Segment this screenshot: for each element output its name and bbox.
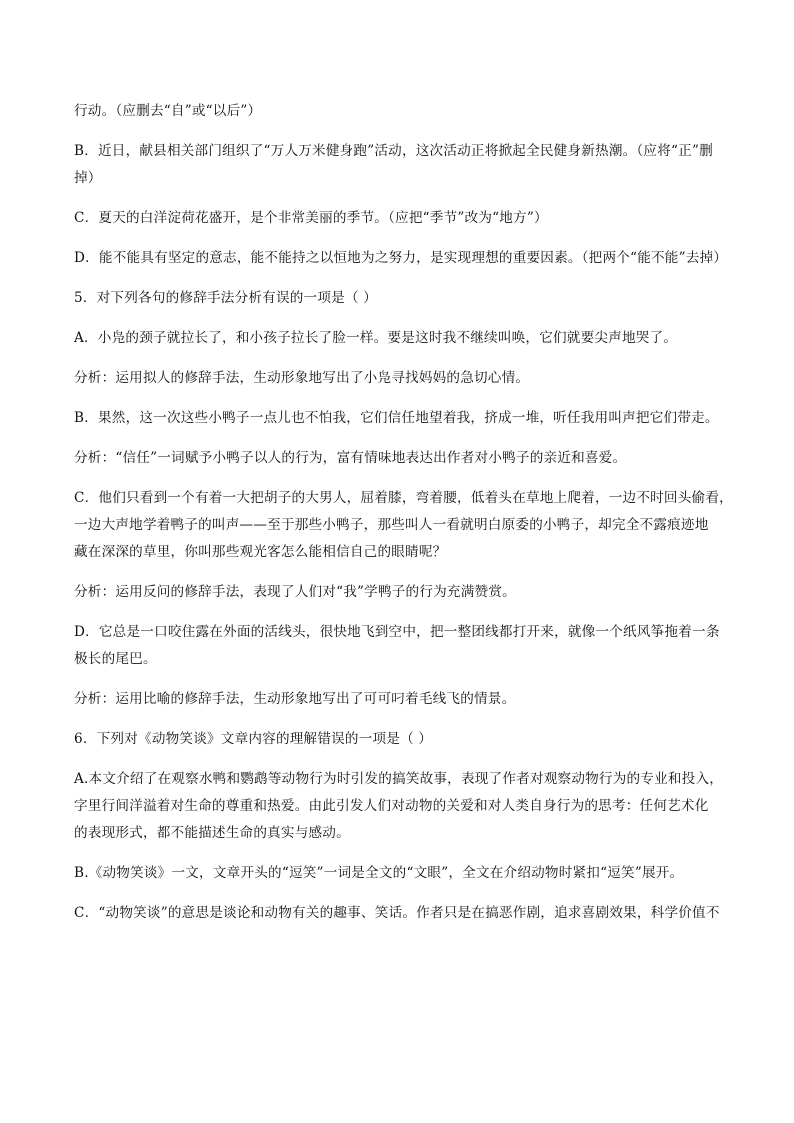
text-line: 藏在深深的草里，你叫那些观光客怎么能相信自己的眼睛呢？ <box>74 544 447 560</box>
question-5: 5．对下列各句的修辞手法分析有误的一项是（ ） <box>74 290 378 306</box>
q6-option-a: A.本文介绍了在观察水鸭和鹦鹉等动物行为时引发的搞笑故事，表现了作者对观察动物行为的专业和投入， <box>74 771 724 787</box>
text-line: 掉） <box>74 170 102 186</box>
text-line: 极长的尾巴。 <box>74 651 157 667</box>
q5-analysis-a: 分析：运用拟人的修辞手法，生动形象地写出了小凫寻找妈妈的急切心情。 <box>74 370 530 386</box>
option-b-text: B．近日，献县相关部门组织了“万人万米健身跑”活动，这次活动正将掀起全民健身新热潮。（应将“正”删 <box>74 143 713 159</box>
q5-analysis-d: 分析：运用比喻的修辞手法，生动形象地写出了可可叼着毛线飞的情景。 <box>74 691 516 707</box>
option-d-text: D．能不能具有坚定的意志，能不能持之以恒地为之努力，是实现理想的重要因素。（把两个“能不能”去掉） <box>74 250 728 266</box>
q5-option-b: B．果然，这一次这些小鸭子一点儿也不怕我，它们信任地望着我，挤成一堆，听任我用叫声把它们带走。 <box>74 410 719 426</box>
text-line: 的表现形式，都不能描述生命的真实与感动。 <box>74 825 350 841</box>
document-body <box>74 98 733 927</box>
text-line: 字里行间洋溢着对生命的尊重和热爱。由此引发人们对动物的关爱和对人类自身行为的思考：任何艺术化 <box>74 798 709 814</box>
text-line: 一边大声地学着鸭子的叫声——至于那些小鸭子，那些叫人一看就明白原委的小鸭子，却完全不露痕迹地 <box>74 517 709 533</box>
q6-option-c: C．“动物笑谈”的意思是谈论和动物有关的趣事、笑话。作者只是在搞恶作剧，追求喜剧效果，科学价值不 <box>74 905 720 921</box>
question-6: 6．下列对《动物笑谈》文章内容的理解错误的一项是（ ） <box>74 731 433 747</box>
q6-option-b: B.《动物笑谈》一文，文章开头的“逗笑”一词是全文的“文眼”，全文在介绍动物时紧扣“逗笑”展开。 <box>74 865 684 881</box>
q5-option-a: A．小凫的颈子就拉长了，和小孩子拉长了脸一样。要是这时我不继续叫唤，它们就要尖声地哭了。 <box>74 330 678 346</box>
q5-option-c: C．他们只看到一个有着一大把胡子的大男人，屈着膝，弯着腰，低着头在草地上爬着，一边不时回头偷看， <box>74 490 733 506</box>
text-line: 行动。（应删去“自”或“以后”） <box>74 103 262 119</box>
q5-analysis-b: 分析：“信任”一词赋予小鸭子以人的行为，富有情味地表达出作者对小鸭子的亲近和喜爱。 <box>74 450 627 466</box>
q5-analysis-c: 分析：运用反问的修辞手法，表现了人们对“我”学鸭子的行为充满赞赏。 <box>74 584 516 600</box>
q5-option-d: D．它总是一口咬住露在外面的活线头，很快地飞到空中，把一整团线都打开来，就像一个纸风筝拖着一条 <box>74 624 720 640</box>
option-c-text: C．夏天的白洋淀荷花盛开，是个非常美丽的季节。（应把“季节”改为“地方”） <box>74 210 548 226</box>
